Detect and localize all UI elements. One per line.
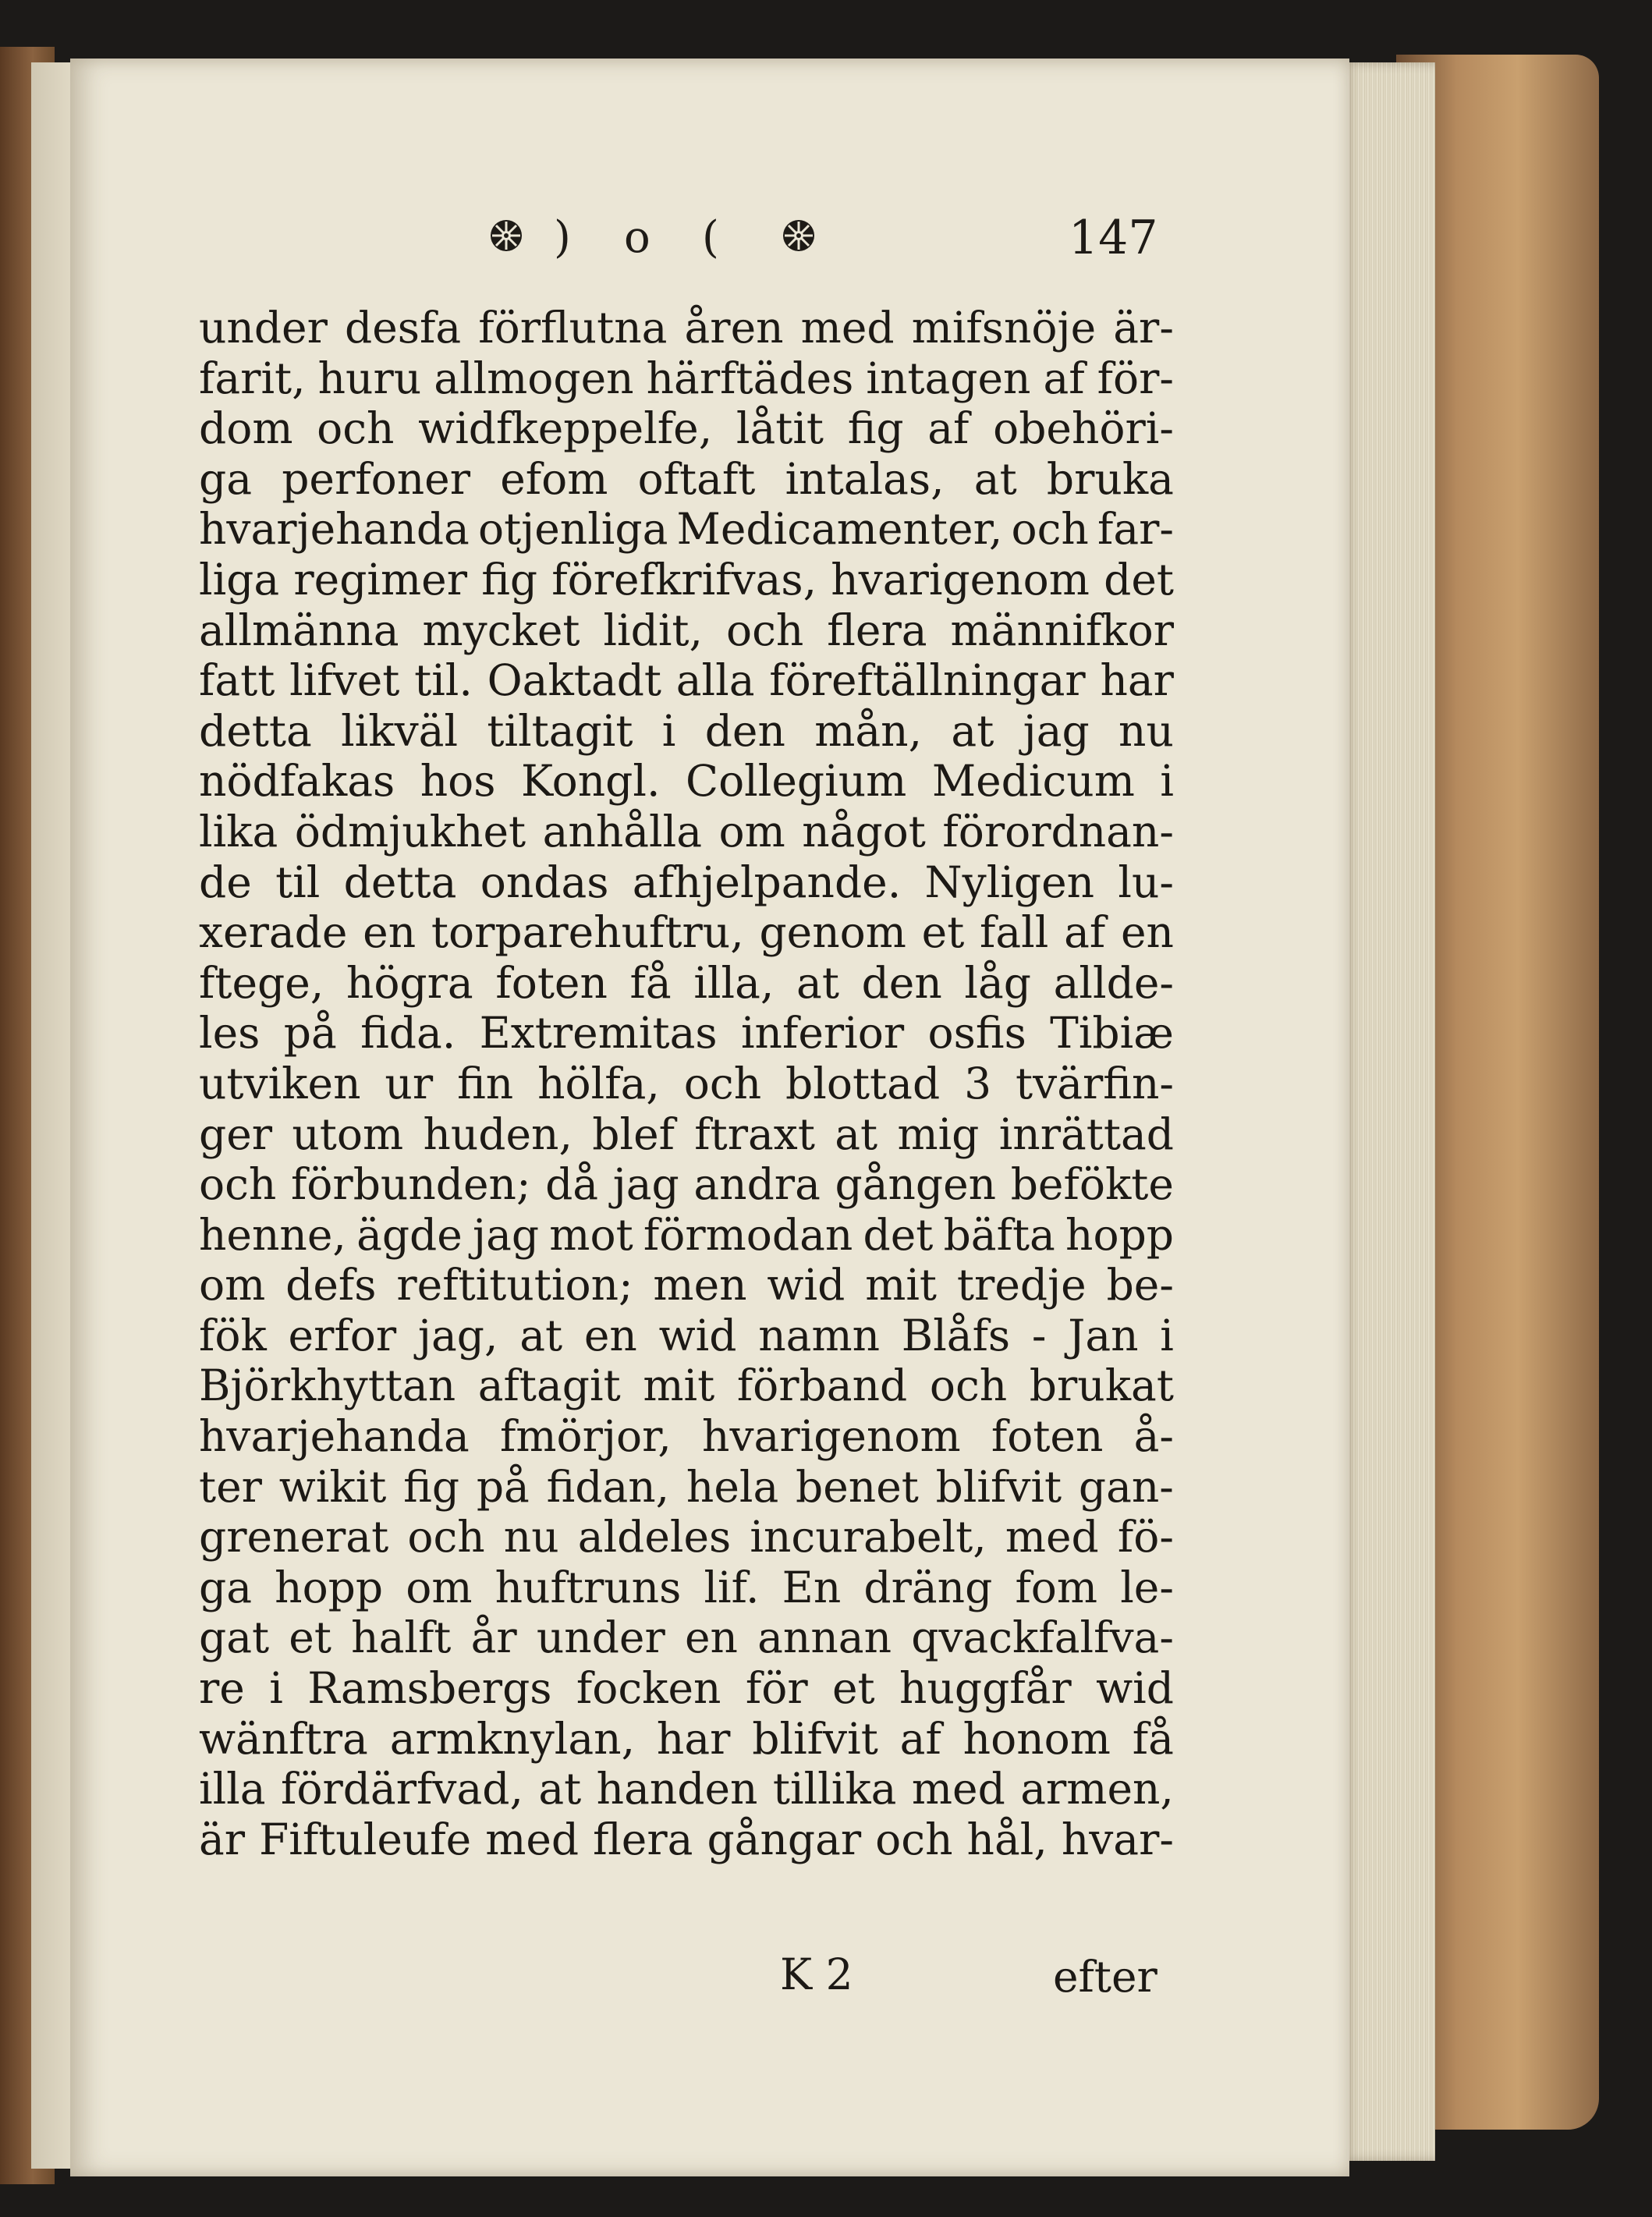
word: fin [457,1058,514,1108]
text-line [199,1764,1174,1814]
word: flera [827,605,927,655]
word: alla [675,655,755,706]
word: om [406,1562,473,1612]
word: genom [759,907,906,958]
word: mig [897,1108,980,1159]
text-line [199,1311,1174,1361]
word: Björkhyttan [199,1360,456,1411]
word: den [861,957,942,1008]
word: afhjelpande. [632,857,902,907]
word: de [199,857,252,907]
word: lifvet [289,655,400,706]
word: tiltagit [487,705,633,756]
word: förbunden; [290,1159,531,1210]
word: med [911,1764,1005,1814]
text-line [199,756,1174,807]
text-line [199,807,1174,857]
word: bäfta [943,1209,1055,1260]
word: för [745,1663,808,1714]
word: Medicamenter, [676,504,1003,555]
word: foten [991,1411,1104,1462]
word: les [199,1008,261,1059]
word: lidit, [603,605,704,655]
word: förflutna [478,303,668,353]
word: intalas, [785,453,945,504]
word: at [519,1310,563,1360]
word: lika [199,806,278,857]
word: i [661,705,676,756]
word: defs [285,1260,377,1311]
word: något [802,806,926,857]
word: fig [481,554,538,605]
word: mån, [814,705,923,756]
word: detta [343,857,457,907]
word: osfis [927,1008,1026,1059]
word: inferior [740,1008,905,1059]
word: hvarigenom [831,554,1090,605]
word: förordnan- [942,806,1174,857]
word: nu [1118,705,1174,756]
floral-ornament-icon [780,217,817,254]
word: flera [593,1814,693,1864]
word: annan [757,1612,892,1663]
text-line [199,958,1174,1009]
word: Nyligen [924,857,1095,907]
word: är- [1113,303,1174,353]
word: fördärfvad, [280,1764,523,1814]
word: ägde [356,1209,463,1260]
word: wid [1096,1663,1174,1714]
word: och [317,403,395,454]
word: til. [414,655,473,706]
word: och [683,1058,762,1108]
word: hos [420,756,496,807]
word: huden, [423,1108,573,1159]
word: huftruns [495,1562,682,1612]
word: likväl [341,705,459,756]
word: incurabelt, [750,1512,987,1563]
word: andra [693,1159,821,1210]
word: inrättad [998,1108,1174,1159]
word: armen, [1020,1764,1174,1814]
word: tvärfin- [1016,1058,1174,1108]
word: Kongl. [521,756,661,807]
word: allde- [1053,957,1174,1008]
word: det [863,1209,934,1260]
word: Extremitas [479,1008,718,1059]
word: at [973,453,1017,504]
word: handen [596,1764,758,1814]
word: jag [1023,705,1090,756]
word: hvarjehanda [199,504,470,555]
word: hvar- [1061,1814,1174,1864]
word: blef [592,1108,675,1159]
word: då [545,1159,599,1210]
word: är [199,1814,246,1864]
word: fmörjor, [500,1411,672,1462]
word: desfa [345,303,462,353]
word: af [927,403,970,454]
text-line [199,706,1174,757]
word: föreftällningar [769,655,1086,706]
word: och [929,1360,1008,1411]
word: jag [473,1209,540,1260]
word: erfor [288,1310,397,1360]
word: hopp [1065,1209,1174,1260]
word: at [835,1108,878,1159]
word: honom [962,1713,1111,1764]
header-bracket-right: ( [702,212,719,263]
page-number: 147 [1069,211,1158,265]
word: en [684,1612,738,1663]
word: fök [199,1310,267,1360]
word: at [951,705,994,756]
word: ur [385,1058,434,1108]
word: regimer [293,554,468,605]
word: hvarjehanda [199,1411,470,1462]
word: hopp [275,1562,384,1612]
word: å- [1133,1411,1174,1462]
word: ger [199,1108,273,1159]
word: Ramsbergs [307,1663,552,1714]
word: be- [1106,1260,1174,1311]
word: fida. [360,1008,456,1059]
word: högra [346,957,473,1008]
word: mit [643,1360,715,1411]
word: hela [686,1461,779,1512]
word: Jan [1068,1310,1139,1360]
text-line [199,1563,1174,1613]
word: wid [658,1310,737,1360]
word: ondas [480,857,609,907]
word: männifkor [950,605,1174,655]
word: otjenliga [477,504,668,555]
word: om [718,806,785,857]
word: hölfa, [537,1058,660,1108]
word: at [796,957,839,1008]
word: med [485,1814,580,1864]
word: Blåfs [901,1310,1011,1360]
word: mot [549,1209,633,1260]
word: henne, [199,1209,346,1260]
word: illa [199,1764,266,1814]
word: under [536,1612,665,1663]
word: tillika [772,1764,897,1814]
catchword: efter [1053,1952,1157,2002]
word: dräng [863,1562,993,1612]
body-text [199,303,1174,1864]
word: benet [796,1461,919,1512]
word: och [1011,504,1089,555]
word: far- [1097,504,1174,555]
page-block-edges [1342,62,1435,2161]
word: en [363,907,417,958]
word: förmodan [643,1209,853,1260]
word: grenerat [199,1512,389,1563]
text-line [199,1109,1174,1160]
word: efom [500,453,608,504]
text-line [199,504,1174,555]
text-line [199,1663,1174,1714]
word: intagen [866,353,1031,403]
word: nu [503,1512,559,1563]
word: förefkrifvas, [551,554,817,605]
word: - [1031,1310,1047,1360]
word: har [1100,655,1174,706]
word: gången [835,1159,997,1210]
word: få [629,957,672,1008]
word: med [1005,1512,1099,1563]
word: et [921,907,965,958]
word: och [725,605,804,655]
word: af [899,1713,941,1764]
word: låg [964,957,1031,1008]
word: i [269,1663,283,1714]
text-line [199,1462,1174,1513]
word: til [275,857,321,907]
word: Oaktadt [487,655,662,706]
word: perfoner [282,453,470,504]
text-line [199,403,1174,454]
word: af [1064,907,1106,958]
word: den [704,705,785,756]
header-middle-mark: o [624,212,651,263]
header-bracket-left: ) [554,212,571,263]
word: i [1160,756,1174,807]
text-line [199,1360,1174,1411]
text-line [199,655,1174,706]
word: få [1132,1713,1174,1764]
word: härftädes [646,353,854,403]
word: en [1120,907,1174,958]
word: et [289,1612,331,1663]
word: på [283,1008,337,1059]
word: oftaft [637,453,756,504]
word: obehöri- [993,403,1174,454]
word: utom [292,1108,404,1159]
word: ftraxt [694,1108,815,1159]
word: En [782,1562,842,1612]
word: utviken [199,1058,361,1108]
word: blifvit [752,1713,878,1764]
word: aftagit [477,1360,621,1411]
word: befökte [1010,1159,1174,1210]
word: huggfår [899,1663,1072,1714]
word: och [407,1512,485,1563]
text-line [199,454,1174,505]
word: mit [865,1260,938,1311]
word: allmänna [199,605,399,655]
word: lu- [1118,857,1174,907]
word: fatt [199,655,275,706]
word: blifvit [935,1461,1062,1512]
text-line [199,1059,1174,1109]
word: ga [199,453,252,504]
word: anhålla [542,806,703,857]
word: fig [403,1461,460,1512]
word: qvackfalfva- [911,1612,1174,1663]
word: men [653,1260,747,1311]
text-line [199,1512,1174,1563]
word: nödfakas [199,756,395,807]
word: xerade [199,907,348,958]
word: jag, [417,1310,498,1360]
word: hål, [966,1814,1048,1864]
word: lif. [704,1562,760,1612]
word: af [1043,353,1085,403]
word: ödmjukhet [294,806,526,857]
word: en [583,1310,637,1360]
word: i [1160,1310,1174,1360]
word: ga [199,1562,252,1612]
word: armknylan, [389,1713,636,1764]
word: med [800,303,895,353]
word: mifsnöje [911,303,1097,353]
word: för- [1097,353,1174,403]
text-line [199,1210,1174,1261]
word: Medicum [931,756,1135,807]
word: focken [576,1663,721,1714]
word: hvarigenom [702,1411,961,1462]
text-line [199,907,1174,958]
word: re [199,1663,245,1714]
word: förband [736,1360,908,1411]
floral-ornament-icon [487,217,525,254]
word: farit, [199,353,306,403]
word: allmogen [434,353,634,403]
word: wid [767,1260,845,1311]
word: Fiftuleufe [259,1814,472,1864]
text-line [199,1612,1174,1663]
word: ftege, [199,957,324,1008]
word: det [1104,554,1174,605]
word: liga [199,554,280,605]
text-line [199,1411,1174,1462]
word: år [470,1612,517,1663]
word: fom [1015,1562,1098,1612]
word: bruka [1046,453,1174,504]
word: om [199,1260,266,1311]
word: wikit [278,1461,387,1512]
word: under [199,303,328,353]
text-line [199,857,1174,908]
word: foten [495,957,608,1008]
word: Tibiæ [1050,1008,1174,1059]
signature-mark: K 2 [780,1949,853,1999]
word: aldeles [577,1512,732,1563]
word: ter [199,1461,262,1512]
word: widfkeppelfe, [418,403,713,454]
word: har [656,1713,731,1764]
text-line [199,303,1174,353]
word: illa, [693,957,775,1008]
text-line [199,1260,1174,1311]
word: fall [980,907,1049,958]
word: detta [199,705,312,756]
text-line [199,1714,1174,1765]
word: åren [684,303,784,353]
word: fö- [1117,1512,1174,1563]
word: låtit [736,403,824,454]
word: 3 [964,1058,992,1108]
word: dom [199,403,293,454]
word: fig [847,403,904,454]
text-line [199,605,1174,656]
word: och [199,1159,277,1210]
word: reftitution; [396,1260,633,1311]
word: brukat [1029,1360,1174,1411]
running-header [468,211,1170,281]
word: le- [1120,1562,1174,1612]
word: blottad [785,1058,941,1108]
word: torparehuftru, [431,907,744,958]
text-line [199,353,1174,404]
text-line [199,1159,1174,1210]
word: Collegium [685,756,907,807]
word: på [476,1461,530,1512]
text-line [199,555,1174,605]
word: mycket [422,605,580,655]
text-line [199,1008,1174,1059]
word: och [875,1814,953,1864]
word: namn [758,1310,881,1360]
word: gan- [1078,1461,1174,1512]
word: at [538,1764,582,1814]
word: tredje [956,1260,1087,1311]
word: et [831,1663,875,1714]
word: halft [351,1612,452,1663]
word: gångar [707,1814,862,1864]
word: wänftra [199,1713,368,1764]
word: gat [199,1612,270,1663]
text-line [199,1814,1174,1865]
word: jag [612,1159,679,1210]
word: fidan, [546,1461,670,1512]
word: huru [317,353,422,403]
